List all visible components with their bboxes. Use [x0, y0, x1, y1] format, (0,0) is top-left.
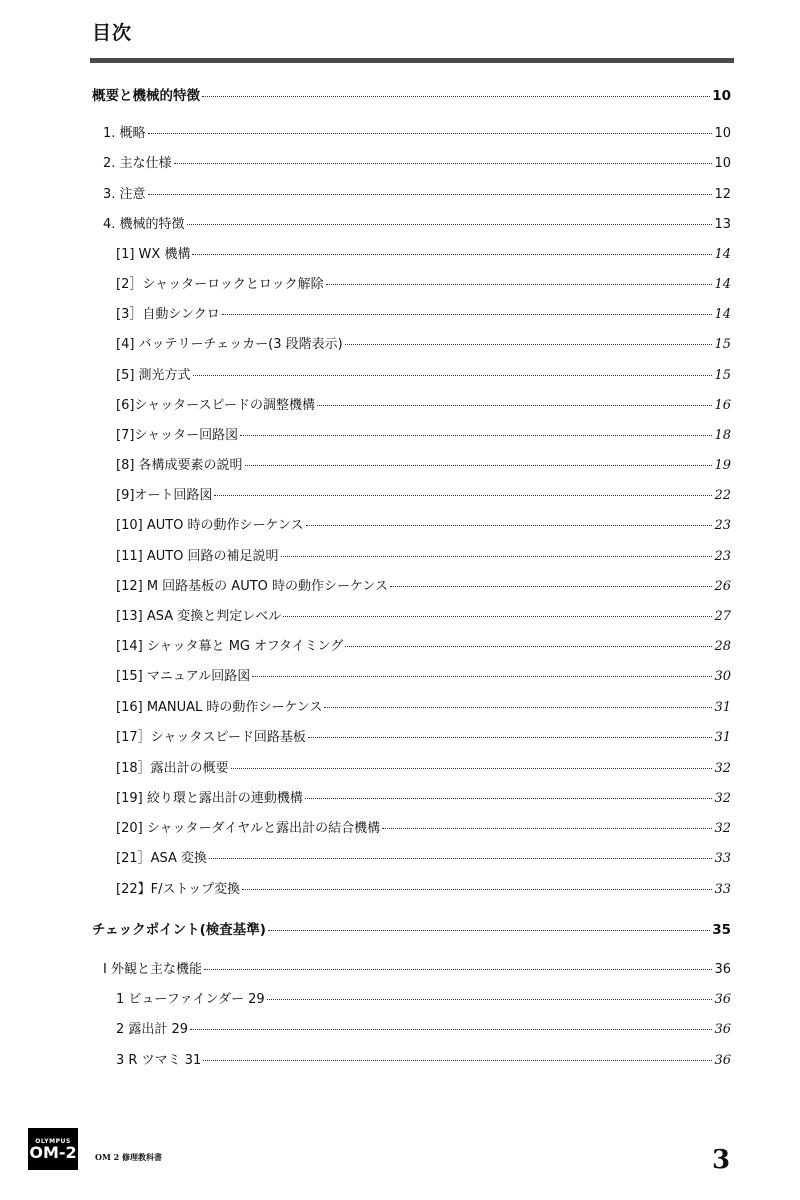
- toc-entry[interactable]: [103, 122, 731, 141]
- toc-entry[interactable]: [116, 757, 731, 776]
- logo-model: OM-2: [29, 1142, 77, 1162]
- toc-entry-page: 36: [714, 1053, 731, 1068]
- title-divider: [90, 58, 734, 63]
- dot-leader: [267, 999, 713, 1000]
- toc-entry[interactable]: [116, 273, 731, 292]
- toc-entry[interactable]: [103, 183, 731, 202]
- toc-entry-label: [13] ASA 変換と判定レベル: [116, 609, 282, 624]
- toc-entry-page: 36: [714, 992, 731, 1007]
- toc-entry[interactable]: [116, 878, 731, 897]
- toc-entry-page: 19: [714, 458, 731, 473]
- toc-entry-page: 15: [714, 368, 731, 383]
- toc-entry[interactable]: [103, 958, 731, 977]
- toc-entry-label: 3 R ツマミ 31: [116, 1053, 202, 1068]
- toc-entry-label: 3. 注意: [103, 187, 146, 202]
- toc-entry[interactable]: [103, 213, 731, 232]
- toc-entry-label: [7]シャッター回路図: [116, 428, 239, 443]
- toc-entry-label: [4] バッテリーチェッカー(3 段階表示): [116, 337, 343, 352]
- toc-entry-page: 26: [714, 579, 731, 594]
- toc-entry-label: [3］自動シンクロ: [116, 307, 220, 322]
- dot-leader: [192, 254, 712, 255]
- toc-entry[interactable]: [92, 918, 731, 938]
- toc-entry-label: [17］シャッタスピード回路基板: [116, 730, 306, 745]
- toc-entry-label: 1 ビューファインダー 29: [116, 992, 265, 1007]
- toc-entry-label: [12] M 回路基板の AUTO 時の動作シーケンス: [116, 579, 388, 594]
- toc-entry-label: 概要と機械的特徴: [92, 88, 200, 104]
- dot-leader: [308, 737, 713, 738]
- toc-entry-label: [8] 各構成要素の説明: [116, 458, 243, 473]
- dot-leader: [231, 768, 713, 769]
- dot-leader: [204, 969, 712, 970]
- toc-entry[interactable]: [116, 817, 731, 836]
- toc-entry-page: 14: [714, 307, 731, 322]
- toc-entry[interactable]: [116, 847, 731, 866]
- toc-entry[interactable]: [116, 243, 731, 262]
- toc-entry-page: 33: [714, 851, 731, 866]
- logo-brand: OLYMPUS: [35, 1137, 71, 1145]
- toc-entry[interactable]: [116, 635, 731, 654]
- toc-entry-page: 10: [714, 156, 731, 171]
- toc-entry[interactable]: [116, 665, 731, 684]
- dot-leader: [148, 194, 713, 195]
- toc-entry-label: 2. 主な仕様: [103, 156, 172, 171]
- toc-entry-page: 35: [712, 922, 731, 938]
- toc-entry-page: 23: [714, 518, 731, 533]
- toc-entry-page: 31: [714, 700, 731, 715]
- toc-entry-page: 13: [714, 217, 731, 232]
- toc-entry[interactable]: [116, 545, 731, 564]
- dot-leader: [214, 495, 712, 496]
- toc-entry[interactable]: [116, 484, 731, 503]
- dot-leader: [240, 435, 712, 436]
- toc-entry-page: 15: [714, 337, 731, 352]
- toc-entry-page: 32: [714, 821, 731, 836]
- toc-entry-label: [14] シャッタ幕と MG オフタイミング: [116, 639, 344, 654]
- toc-entry[interactable]: [116, 454, 731, 473]
- dot-leader: [193, 375, 713, 376]
- toc-entry[interactable]: [116, 364, 731, 383]
- toc-entry-page: 18: [714, 428, 731, 443]
- toc-entry[interactable]: [116, 988, 731, 1007]
- dot-leader: [283, 616, 712, 617]
- dot-leader: [174, 163, 713, 164]
- toc-entry-label: [15] マニュアル回路図: [116, 669, 251, 684]
- toc-entry-label: [9]オート回路図: [116, 488, 213, 503]
- toc-entry-label: 1. 概略: [103, 126, 146, 141]
- toc-entry-label: 2 露出計 29: [116, 1022, 189, 1037]
- dot-leader: [345, 646, 712, 647]
- dot-leader: [326, 284, 713, 285]
- toc-entry-page: 33: [714, 882, 731, 897]
- toc-entry-page: 14: [714, 247, 731, 262]
- dot-leader: [148, 133, 713, 134]
- dot-leader: [187, 224, 713, 225]
- toc-entry-page: 32: [714, 761, 731, 776]
- toc-entry-label: [22】F/ストップ変換: [116, 882, 241, 897]
- dot-leader: [281, 556, 713, 557]
- dot-leader: [203, 1060, 712, 1061]
- toc-entry-page: 27: [714, 609, 731, 624]
- olympus-om2-logo: [28, 1128, 78, 1170]
- page-title: 目次: [92, 22, 133, 44]
- dot-leader: [324, 707, 712, 708]
- toc-entry-page: 30: [714, 669, 731, 684]
- toc-entry-label: [20] シャッターダイヤルと露出計の結合機構: [116, 821, 381, 836]
- dot-leader: [222, 314, 713, 315]
- toc-entry-page: 36: [714, 962, 731, 977]
- toc-entry[interactable]: [116, 333, 731, 352]
- toc-entry-label: [5] 測光方式: [116, 368, 191, 383]
- dot-leader: [245, 465, 713, 466]
- toc-entry-page: 10: [712, 88, 731, 104]
- toc-entry-label: チェックポイント(検査基準): [92, 922, 266, 938]
- toc-entry-page: 12: [714, 187, 731, 202]
- toc-entry-label: [2］シャッターロックとロック解除: [116, 277, 324, 292]
- dot-leader: [390, 586, 712, 587]
- toc-entry[interactable]: [116, 787, 731, 806]
- dot-leader: [252, 676, 712, 677]
- footer-title: OM 2 修理教科書: [95, 1152, 162, 1162]
- toc-entry[interactable]: [116, 605, 731, 624]
- toc-entry[interactable]: [116, 514, 731, 533]
- dot-leader: [209, 858, 712, 859]
- dot-leader: [317, 405, 712, 406]
- toc-entry-page: 36: [714, 1022, 731, 1037]
- toc-entry-label: [1] WX 機構: [116, 247, 191, 262]
- toc-entry-page: 32: [714, 791, 731, 806]
- toc-entry-label: I 外観と主な機能: [103, 962, 202, 977]
- toc-entry-label: [11] AUTO 回路の補足説明: [116, 549, 279, 564]
- toc-entry[interactable]: [116, 1049, 731, 1068]
- toc-entry[interactable]: [92, 84, 731, 104]
- toc-entry-label: [6]シャッタースピードの調整機構: [116, 398, 315, 413]
- toc-entry-label: [21］ASA 変換: [116, 851, 208, 866]
- toc-entry-label: [19] 絞り環と露出計の連動機構: [116, 791, 303, 806]
- toc-entry[interactable]: [116, 303, 731, 322]
- dot-leader: [242, 889, 712, 890]
- toc-entry-page: 14: [714, 277, 731, 292]
- toc-entry[interactable]: [116, 696, 731, 715]
- toc-entry-page: 16: [714, 398, 731, 413]
- toc-entry-label: [16] MANUAL 時の動作シーケンス: [116, 700, 323, 715]
- dot-leader: [202, 96, 710, 97]
- toc-entry[interactable]: [116, 424, 731, 443]
- toc-entry[interactable]: [116, 575, 731, 594]
- dot-leader: [345, 344, 713, 345]
- dot-leader: [268, 930, 710, 931]
- toc-entry-label: 4. 機械的特徴: [103, 217, 185, 232]
- toc-entry[interactable]: [116, 1018, 731, 1037]
- toc-entry[interactable]: [103, 152, 731, 171]
- toc-entry-page: 22: [714, 488, 731, 503]
- toc-entry-page: 31: [714, 730, 731, 745]
- page-number: 3: [712, 1145, 731, 1175]
- toc-entry-page: 10: [714, 126, 731, 141]
- toc-entry-label: [18］露出計の概要: [116, 761, 229, 776]
- toc-entry-label: [10] AUTO 時の動作シーケンス: [116, 518, 304, 533]
- toc-entry-page: 23: [714, 549, 731, 564]
- dot-leader: [305, 798, 713, 799]
- toc-entry-page: 28: [714, 639, 731, 654]
- toc-entry[interactable]: [116, 394, 731, 413]
- dot-leader: [306, 525, 713, 526]
- dot-leader: [190, 1029, 712, 1030]
- toc-entry[interactable]: [116, 726, 731, 745]
- dot-leader: [382, 828, 712, 829]
